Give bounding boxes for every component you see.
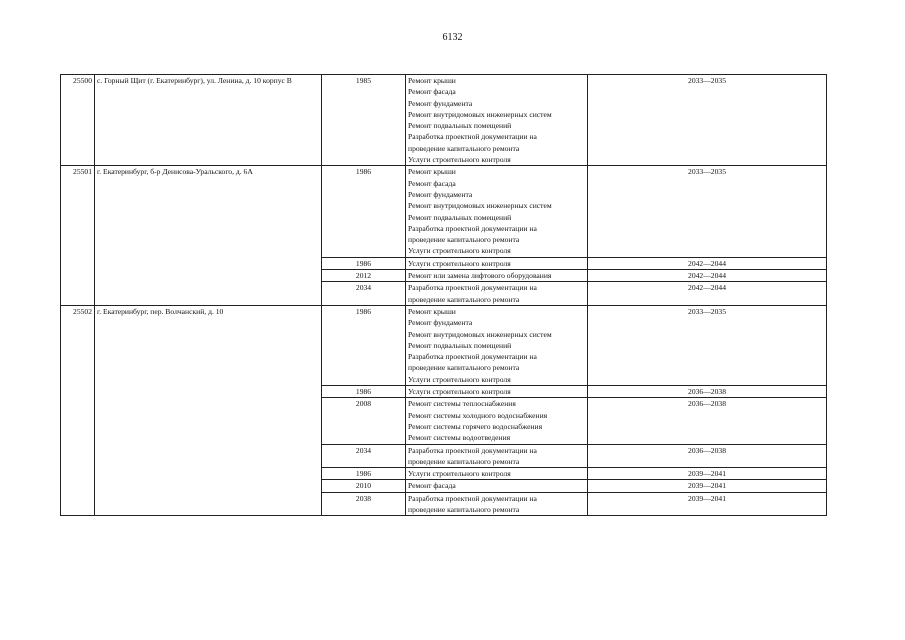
record-address: с. Горный Щит (г. Екатеринбург), ул. Ленина, д. 10 корпус В xyxy=(95,75,322,166)
works-cell xyxy=(406,468,588,480)
works-cell xyxy=(406,444,588,468)
commissioning-year: 2034 xyxy=(322,282,406,306)
work-item: Ремонт фундамента xyxy=(408,98,473,108)
work-item: Ремонт подвальных помещений xyxy=(408,340,512,350)
work-item: Услуги строительного контроля xyxy=(408,155,511,165)
page-number: 6132 xyxy=(442,32,463,43)
work-item: Ремонт фасада xyxy=(408,178,456,188)
repair-period: 2033—2035 xyxy=(588,305,827,385)
commissioning-year: 1986 xyxy=(322,257,406,269)
work-item: Ремонт фасада xyxy=(408,481,456,491)
repair-period: 2036—2038 xyxy=(588,398,827,444)
work-item: Ремонт внутридомовых инженерных систем xyxy=(408,201,552,211)
work-item: Услуги строительного контроля xyxy=(408,258,511,268)
capital-repair-table xyxy=(60,74,827,516)
work-item: Ремонт системы холодного водоснабжения xyxy=(408,410,548,420)
work-item: Услуги строительного контроля xyxy=(408,374,511,384)
work-item: Разработка проектной документации на xyxy=(408,223,537,233)
work-item: Ремонт или замена лифтового оборудования xyxy=(408,271,552,281)
work-item: проведение капитального ремонта xyxy=(408,143,520,153)
commissioning-year: 2012 xyxy=(322,270,406,282)
works-cell xyxy=(406,492,588,516)
work-item: Ремонт системы теплоснабжения xyxy=(408,399,516,409)
repair-period: 2036—2038 xyxy=(588,386,827,398)
record-address: г. Екатеринбург, б-р Денисова-Уральского, д. 6А xyxy=(95,166,322,306)
work-item: Ремонт фундамента xyxy=(408,189,473,199)
work-item: проведение капитального ремонта xyxy=(408,504,520,514)
commissioning-year: 2010 xyxy=(322,480,406,492)
work-item: Ремонт внутридомовых инженерных систем xyxy=(408,109,552,119)
repair-period: 2033—2035 xyxy=(588,166,827,257)
works-cell xyxy=(406,305,588,385)
commissioning-year: 1986 xyxy=(322,305,406,385)
work-item: Ремонт фасада xyxy=(408,87,456,97)
work-item: Ремонт крыши xyxy=(408,306,456,316)
work-item: Разработка проектной документации на xyxy=(408,493,537,503)
repair-period: 2039—2041 xyxy=(588,492,827,516)
works-cell xyxy=(406,282,588,306)
table-row xyxy=(61,305,827,385)
work-item: Услуги строительного контроля xyxy=(408,246,511,256)
work-item: проведение капитального ремонта xyxy=(408,363,520,373)
table-body xyxy=(61,75,827,516)
work-item: проведение капитального ремонта xyxy=(408,456,520,466)
record-number: 25500 xyxy=(61,75,95,166)
work-item: Ремонт фундамента xyxy=(408,318,473,328)
commissioning-year: 1986 xyxy=(322,468,406,480)
work-item: проведение капитального ремонта xyxy=(408,294,520,304)
works-cell xyxy=(406,386,588,398)
repair-period: 2042—2044 xyxy=(588,282,827,306)
works-cell xyxy=(406,166,588,257)
work-item: Ремонт подвальных помещений xyxy=(408,212,512,222)
repair-period: 2042—2044 xyxy=(588,257,827,269)
work-item: Ремонт системы горячего водоснабжения xyxy=(408,421,543,431)
work-item: Ремонт крыши xyxy=(408,76,456,85)
repair-period: 2039—2041 xyxy=(588,480,827,492)
works-cell xyxy=(406,398,588,444)
works-cell xyxy=(406,480,588,492)
commissioning-year: 2034 xyxy=(322,444,406,468)
record-number: 25502 xyxy=(61,305,95,515)
table-row xyxy=(61,75,827,166)
work-item: Ремонт системы водоотведения xyxy=(408,433,511,443)
work-item: Услуги строительного контроля xyxy=(408,469,511,479)
table-row xyxy=(61,166,827,257)
work-item: Разработка проектной документации на xyxy=(408,445,537,455)
record-number: 25501 xyxy=(61,166,95,306)
repair-period: 2036—2038 xyxy=(588,444,827,468)
repair-period: 2042—2044 xyxy=(588,270,827,282)
work-item: Ремонт внутридомовых инженерных систем xyxy=(408,329,552,339)
record-address: г. Екатеринбург, пер. Волчанский, д. 10 xyxy=(95,305,322,515)
commissioning-year: 1985 xyxy=(322,75,406,166)
work-item: проведение капитального ремонта xyxy=(408,235,520,245)
work-item: Ремонт крыши xyxy=(408,167,456,177)
works-cell xyxy=(406,75,588,166)
work-item: Разработка проектной документации на xyxy=(408,132,537,142)
commissioning-year: 2008 xyxy=(322,398,406,444)
work-item: Услуги строительного контроля xyxy=(408,387,511,397)
works-cell xyxy=(406,270,588,282)
repair-period: 2039—2041 xyxy=(588,468,827,480)
commissioning-year: 1986 xyxy=(322,386,406,398)
repair-period: 2033—2035 xyxy=(588,75,827,166)
commissioning-year: 2038 xyxy=(322,492,406,516)
commissioning-year: 1986 xyxy=(322,166,406,257)
work-item: Ремонт подвальных помещений xyxy=(408,121,512,131)
work-item: Разработка проектной документации на xyxy=(408,352,537,362)
works-cell xyxy=(406,257,588,269)
work-item: Разработка проектной документации на xyxy=(408,283,537,293)
